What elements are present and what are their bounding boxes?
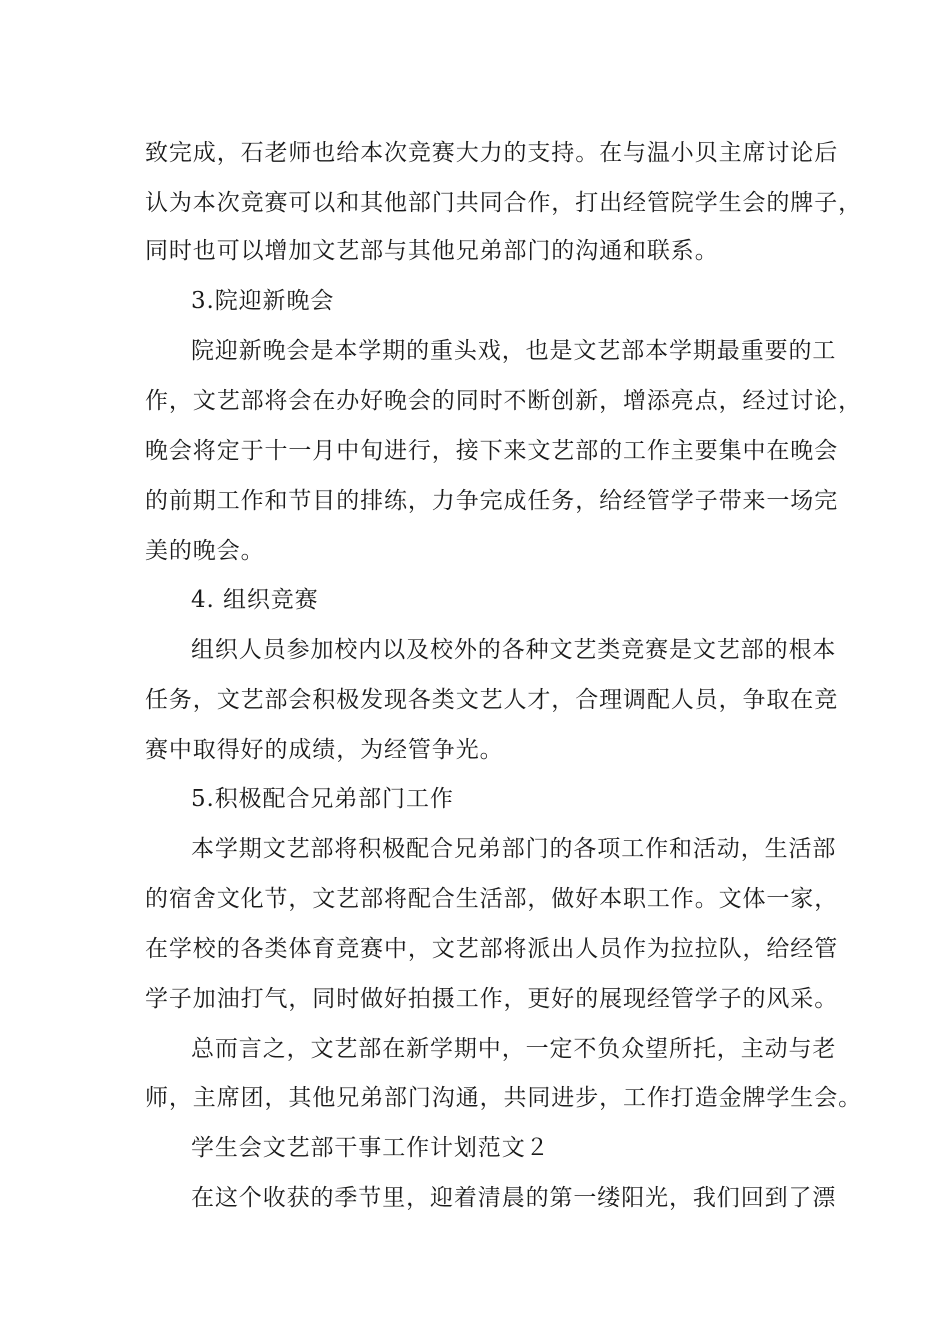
paragraph-line: 组织人员参加校内以及校外的各种文艺类竞赛是文艺部的根本	[191, 637, 837, 663]
paragraph-line: 院迎新晚会是本学期的重头戏，也是文艺部本学期最重要的工	[191, 338, 837, 364]
section-heading: 5.积极配合兄弟部门工作	[191, 786, 454, 812]
paragraph-line: 本学期文艺部将积极配合兄弟部门的各项工作和活动，生活部	[191, 836, 837, 862]
section-heading: 4. 组织竞赛	[191, 587, 319, 613]
paragraph-line: 学子加油打气，同时做好拍摄工作，更好的展现经管学子的风采。	[145, 986, 839, 1012]
paragraph-line: 在这个收获的季节里，迎着清晨的第一缕阳光，我们回到了漂	[191, 1185, 837, 1211]
paragraph-line: 赛中取得好的成绩，为经管争光。	[145, 737, 504, 763]
paragraph-line: 任务，文艺部会积极发现各类文艺人才，合理调配人员，争取在竞	[145, 687, 839, 713]
paragraph-line: 晚会将定于十一月中旬进行，接下来文艺部的工作主要集中在晚会	[145, 438, 839, 464]
section-heading: 3.院迎新晚会	[191, 288, 335, 314]
paragraph-line: 总而言之，文艺部在新学期中，一定不负众望所托，主动与老	[191, 1036, 837, 1062]
paragraph-line: 的宿舍文化节，文艺部将配合生活部，做好本职工作。文体一家，	[145, 886, 839, 912]
paragraph-line: 认为本次竞赛可以和其他部门共同合作，打出经管院学生会的牌子，	[145, 190, 862, 216]
paragraph-line: 同时也可以增加文艺部与其他兄弟部门的沟通和联系。	[145, 238, 719, 264]
paragraph-line: 师，主席团，其他兄弟部门沟通，共同进步，工作打造金牌学生会。	[145, 1085, 862, 1111]
paragraph-line: 致完成，石老师也给本次竞赛大力的支持。在与温小贝主席讨论后	[145, 140, 839, 166]
paragraph-line: 在学校的各类体育竞赛中，文艺部将派出人员作为拉拉队，给经管	[145, 936, 839, 962]
paragraph-line: 的前期工作和节目的排练，力争完成任务，给经管学子带来一场完	[145, 488, 839, 514]
paragraph-line: 美的晚会。	[145, 538, 265, 564]
paragraph-line: 作，文艺部将会在办好晚会的同时不断创新，增添亮点，经过讨论，	[145, 388, 862, 414]
section-heading: 学生会文艺部干事工作计划范文２	[191, 1135, 550, 1161]
